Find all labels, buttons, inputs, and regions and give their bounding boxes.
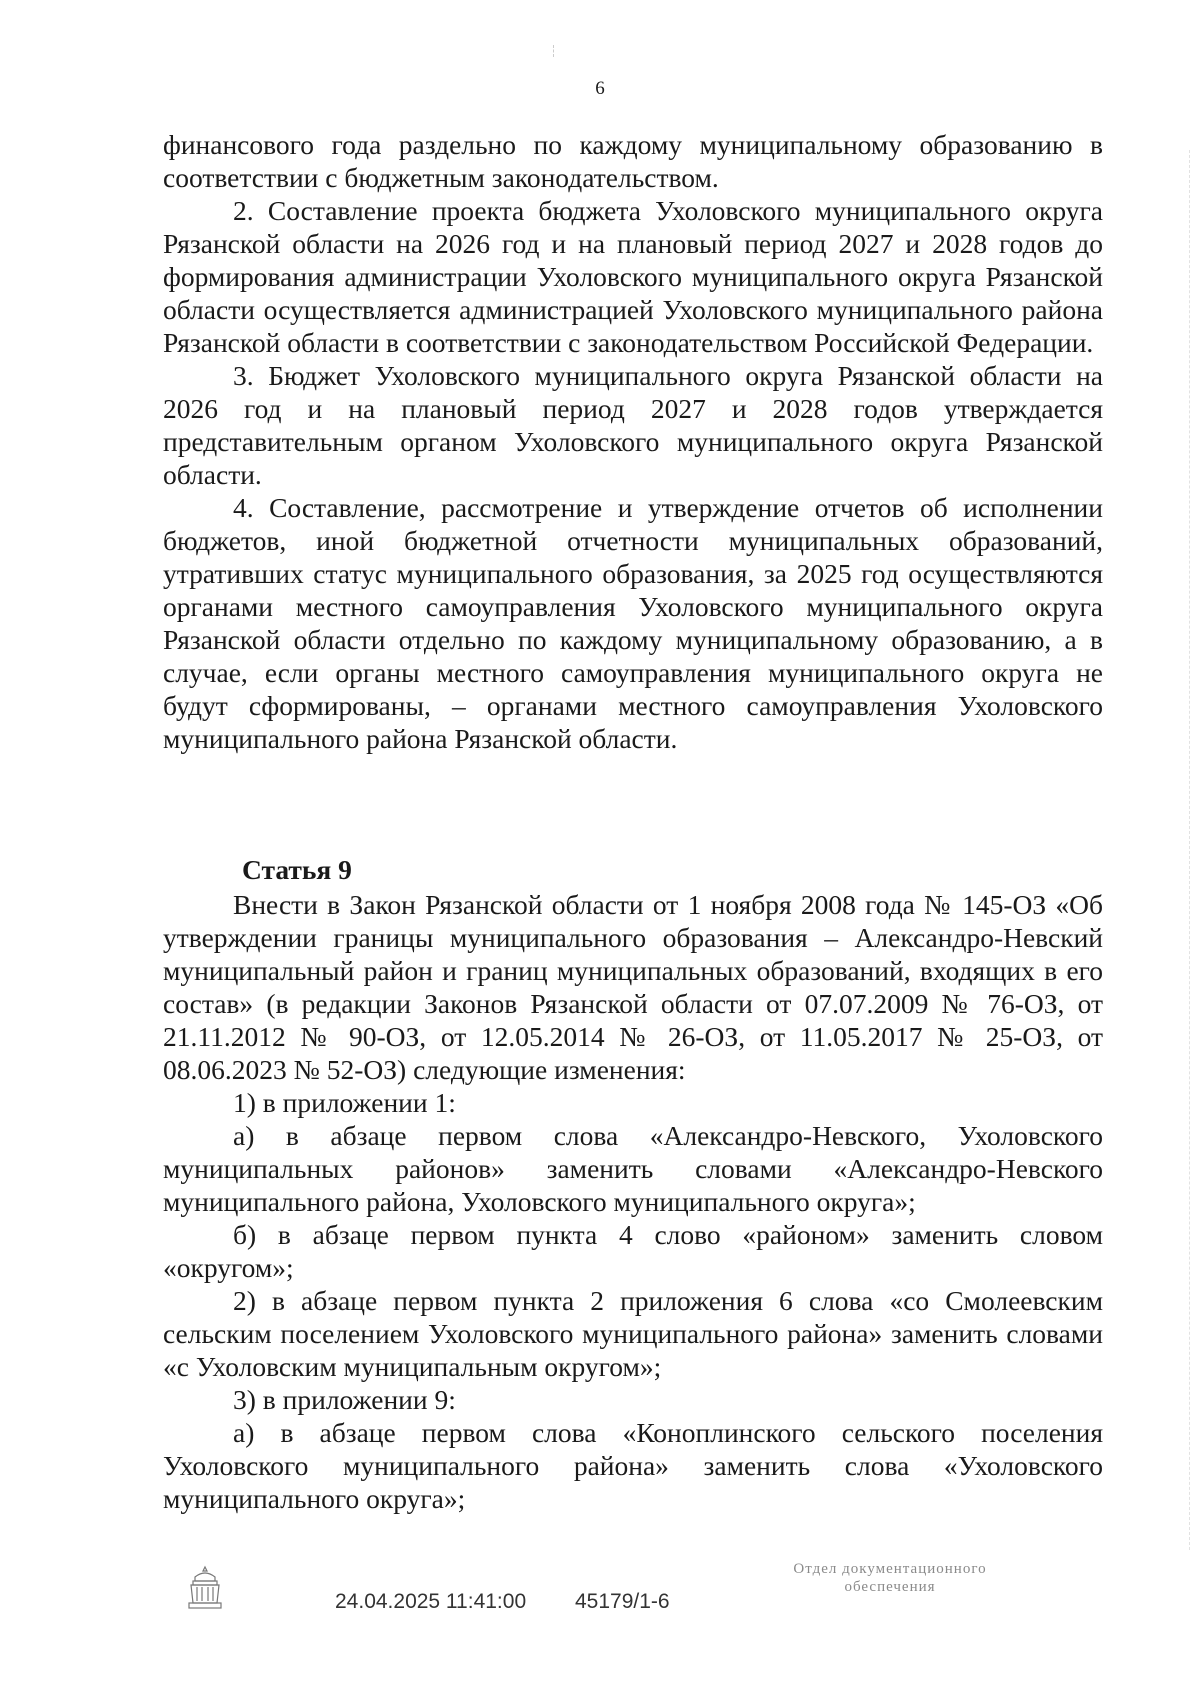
page-number: 6 [595, 78, 605, 99]
article-heading: Статья 9 [242, 854, 352, 885]
paragraph: финансового года раздельно по каждому муниципальному образованию в соответствии с бюджетным законодательством. [163, 129, 1103, 193]
scan-mark [553, 45, 556, 57]
footer-datetime: 24.04.2025 11:41:00 [335, 1590, 527, 1613]
list-item: а) в абзаце первом слова «Александро-Невского, Ухоловского муниципальных районов» заменить словами «Александро-Невского муниципального района, Ухоловского муниципального округа»; [163, 1120, 1103, 1217]
text-block-1 [163, 128, 1103, 755]
list-item: а) в абзаце первом слова «Коноплинского сельского поселения Ухоловского муниципального района» заменить слова «Ухоловского муниципального округа»; [163, 1417, 1103, 1514]
paragraph: 3. Бюджет Ухоловского муниципального округа Рязанской области на 2026 год и на плановый период 2027 и 2028 годов утверждается представительным органом Ухоловского муниципального округа Рязанской области. [163, 360, 1103, 490]
department-stamp [745, 1560, 1035, 1596]
scan-margin-marks [1185, 150, 1190, 1550]
paragraph: 2. Составление проекта бюджета Ухоловского муниципального округа Рязанской области на 2026 год и на плановый период 2027 и 2028 годов до формирования администрации Ухоловского муниципального округа Рязанской области осуществляется администрацией Ухоловского муниципального района Рязанской области в соответствии с законодательством Российской Федерации. [163, 195, 1103, 358]
stamp-line: обеспечения [844, 1579, 936, 1595]
coat-of-arms-icon [185, 1565, 225, 1611]
stamp-line: Отдел документационного [793, 1561, 987, 1577]
list-item: 1) в приложении 1: [233, 1087, 456, 1118]
list-item: б) в абзаце первом пункта 4 слово «районом» заменить словом «округом»; [163, 1219, 1103, 1283]
text-block-2 [163, 888, 1103, 1515]
footer-doc-code: 45179/1-6 [575, 1590, 670, 1613]
paragraph: Внести в Закон Рязанской области от 1 ноября 2008 года № 145-ОЗ «Об утверждении границы муниципального образования – Александро-Невский муниципальный район и границ муниципальных образований, входящих в его состав» (в редакции Законов Рязанской области от 07.07.2009 № 76-ОЗ, от 21.11.2012 № 90-ОЗ, от 12.05.2014 № 26-ОЗ, от 11.05.2017 № 25-ОЗ, от 08.06.2023 № 52-ОЗ) следующие изменения: [163, 889, 1103, 1085]
paragraph: 4. Составление, рассмотрение и утверждение отчетов об исполнении бюджетов, иной бюджетной отчетности муниципальных образований, утративших статус муниципального образования, за 2025 год осуществляются органами местного самоуправления Ухоловского муниципального округа Рязанской области отдельно по каждому муниципальному образованию, а в случае, если органы местного самоуправления муниципального округа не будут сформированы, – органами местного самоуправления Ухоловского муниципального района Рязанской области. [163, 492, 1103, 754]
list-item: 2) в абзаце первом пункта 2 приложения 6 слова «со Смолеевским сельским поселением Ухоловского муниципального района» заменить словами «с Ухоловским муниципальным округом»; [163, 1285, 1103, 1382]
list-item: 3) в приложении 9: [233, 1384, 456, 1415]
